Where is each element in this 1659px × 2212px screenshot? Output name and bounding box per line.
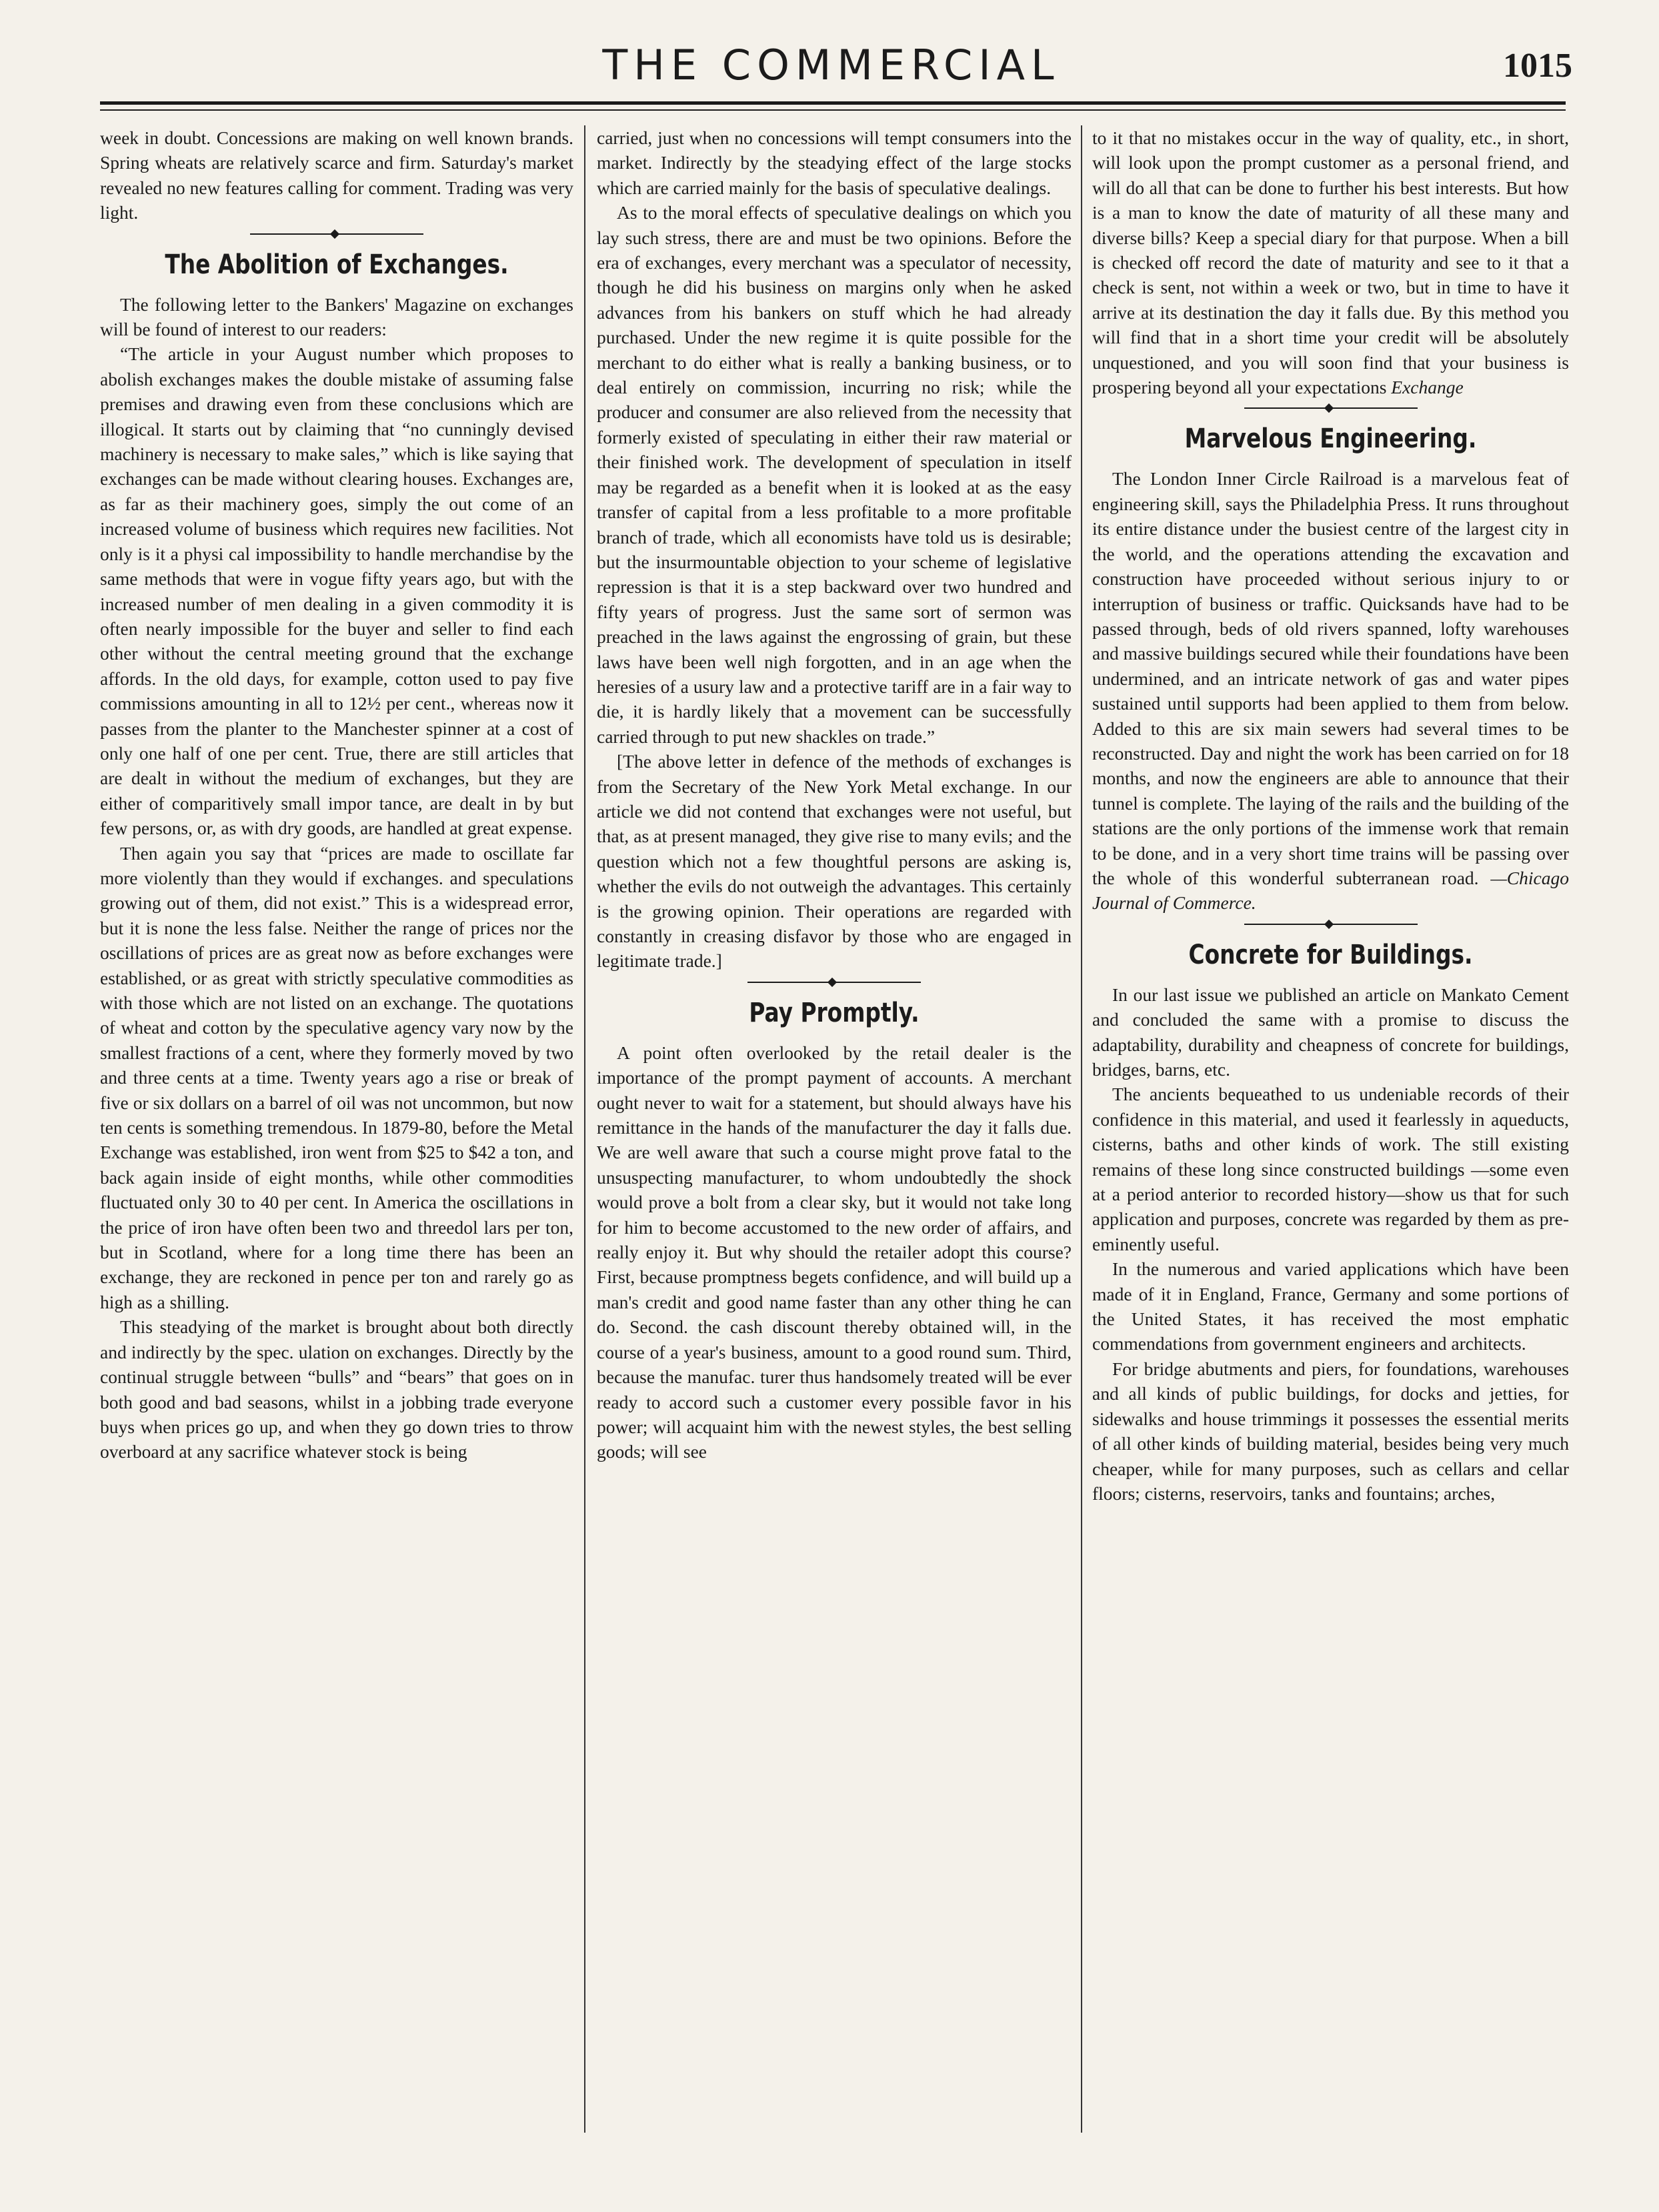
masthead xyxy=(90,32,1572,96)
article-paragraph: In our last issue we published an article on Mankato Cement and concluded the same with a promise to discuss the adaptability, durability and cheapness of concrete for buildings, bridges, barns, etc. xyxy=(1092,984,1569,1080)
editor-note: [The above letter in defence of the methods of exchanges is from the Secretary of the New York Metal exchange. In our article we did not contend that exchanges were not useful, but that, as at present managed, they give rise to many evils; and the question which not a few thoughtful persons are asking is, whether the evils do not outweigh the advantages. This certainly is the growing opinion. Their operations are regarded with constantly in creasing disfavor by those who are engaged in legitimate trade.] xyxy=(597,751,1072,972)
article-paragraph: “The article in your August number which proposes to abolish exchanges makes the double mistake of assuming false premises and drawing even from these conclusions which are illogical. It starts out by claiming that “no cunningly devised machinery is necessary to make sales,” which is like saying that exchanges can be made without clearing houses. Exchanges are, as far as their machinery goes, simply the out come of an increased volume of business which requires new facilities. Not only is it a physi cal impossibility to handle merchandise by the same methods that were in vogue fifty years ago, but with the increased number of men dealing in a given commodity it is often nearly impossible for the buyer and seller to find each other without the central meeting ground that the exchange affords. In the old days, for example, cotton used to pay five commissions amounting in all to 12½ per cent., whereas now it passes from the planter to the Manchester spinner at a cost of only one half of one per cent. True, there are still articles that are dealt in without the medium of exchanges, but they are either of comparitively small impor tance, are dealt in by but few persons, or, as with dry goods, are handled at great expense. xyxy=(100,343,573,839)
article-headline: Concrete for Buildings. xyxy=(1188,939,1473,970)
article-separator xyxy=(250,229,423,239)
page-number: 1015 xyxy=(1503,47,1572,85)
column-divider xyxy=(584,125,585,2133)
article-paragraph: Then again you say that “prices are made to oscillate far more violently than they would if exchanges. and speculations growing out of them, did not exist.” This is a widespread error, but it is none the less false. Neither the range of prices nor the oscillations of prices are as great now as before exchanges were established, or as great with strictly speculative commodities as with those which are not listed on an exchange. The quotations of wheat and cotton by the speculative agency vary now by the smallest fractions of a cent, where they formerly moved by two and three cents at a time. Twenty years ago a rise or break of five or six dollars on a barrel of oil was not uncommon, but now ten cents is something tremendous. In 1879-80, before the Metal Exchange was established, iron went from $25 to $42 a ton, and back again inside of eight months, while other commodities fluctuated only 30 to 40 per cent. In America the oscillations in the price of iron have often been two and threedol lars per ton, but in Scotland, where for a long time there has been an exchange, they are reckoned in pence per ton and rarely go as high as a shilling. xyxy=(100,842,573,1312)
header-rule-thick xyxy=(100,101,1566,105)
article-paragraph: In the numerous and varied applications which have been made of it in England, France, Germany and some portions of the United States, it has received the most emphatic commendations from government engineers and architects. xyxy=(1092,1258,1569,1354)
article-paragraph: For bridge abutments and piers, for foundations, warehouses and all kinds of public buildings, for docks and jetties, for sidewalks and house trimmings it possesses the essential merits of all other kinds of building material, besides being very much cheaper, while for many purposes, such as cellars and cellar floors; cisterns, reservoirs, tanks and fountains; arches, xyxy=(1092,1358,1569,1504)
article-paragraph xyxy=(1092,466,1569,915)
publication-title: THE COMMERCIAL xyxy=(602,41,1060,89)
article-paragraph xyxy=(1092,125,1569,399)
article-source: Exchange xyxy=(1391,377,1464,398)
article-text: week in doubt. Concessions are making on well known brands. Spring wheats are relatively scarce and firm. Saturday's market revealed no new features calling for comment. Trading was very light. xyxy=(100,127,573,223)
article-paragraph: carried, just when no concessions will tempt consumers into the market. Indirectly by the steadying effect of the large stocks which are carried mainly for the basis of speculative dealings. xyxy=(597,127,1072,198)
article-headline: The Abolition of Exchanges. xyxy=(165,249,509,280)
article-source: —Chicago Journal of Commerce. xyxy=(1092,867,1569,914)
article-paragraph: This steadying of the market is brought about both directly and indirectly by the spec. ulation on exchanges. Directly by the continual struggle between “bulls” and “bears” that goes on in both good and bad seasons, whilst in a jobbing trade everyone buys when prices go up, and when they go down tries to throw overboard at any sacrifice whatever stock is being xyxy=(100,1316,573,1462)
article-text: to it that no mistakes occur in the way of quality, etc., in short, will look upon the prompt customer as a personal friend, and will do all that can be done to further his best interests. But how is a man to know the date of maturity of all these many and diverse bills? Keep a special diary for that purpose. When a bill is checked off record the date of maturity and see to it that a check is sent, not within a week or two, but in time to have it arrive at its destination the day it falls due. By this method you will find that in a short time your credit will be absolutely unquestioned, and you will soon find that your business is prospering beyond all your expectations xyxy=(1092,127,1569,398)
article-headline: Marvelous Engineering. xyxy=(1184,423,1477,455)
article-paragraph: The ancients bequeathed to us undeniable records of their confidence in this material, and used it fearlessly in aqueducts, cisterns, baths and other kinds of work. The still existing remains of these long since constructed buildings —some even at a period anterior to recorded history—show us that for such application and purposes, concrete was regarded by them as pre-eminently useful. xyxy=(1092,1084,1569,1254)
article-separator xyxy=(1244,920,1418,929)
column-3 xyxy=(1092,125,1569,2166)
column-1 xyxy=(100,125,573,2166)
article-text: The London Inner Circle Railroad is a marvelous feat of engineering skill, says the Philadelphia Press. It runs throughout its entire distance under the busiest centre of the largest city in the world, and the operations attending the excavation and construction have proceeded without serious injury to or interruption of business or traffic. Quicksands have had to be passed through, beds of old rivers spanned, lofty warehouses and massive buildings secured while their foundations have been undermined, and an intricate network of gas and water pipes sustained until supports had been applied to them from below. Added to this are six main sewers had several times to be reconstructed. Day and night the work has been carried on for 18 months, and now the engineers are able to announce that their tunnel is complete. The laying of the rails and the building of the stations are the only portions of the immense work that remain to be done, and in a very short time trains will be passing over the whole of this wonderful subterranean road. xyxy=(1092,468,1569,888)
article-paragraph: A point often overlooked by the retail dealer is the importance of the prompt payment of accounts. A merchant ought never to wait for a statement, but should always have his remittance in the hands of the manufacturer the day it falls due. We are well aware that such a course might prove fatal to the unsuspecting manufacturer, to whom undoubtedly the shock would prove a bolt from a clear sky, but it would not take long for him to become accustomed to the new order of affairs, and really enjoy it. But why should the retailer adopt this course? First, because promptness begets confidence, and will build up a man's credit and good name faster than any other thing he can do. Second. the cash discount thereby obtained will, in the course of a year's business, amount to a good round sum. Third, because the manufac. turer thus handsomely treated will be ever ready to accord such a customer every possible favor in his power; will acquaint him with the newest styles, the best selling goods; will see xyxy=(597,1042,1072,1462)
article-paragraph: As to the moral effects of speculative dealings on which you lay such stress, there are and must be two opinions. Before the era of exchanges, every merchant was a speculator of necessity, though he did his business on margins only when he asked advances from his bankers on stuff which he had already purchased. Under the new regime it is quite possible for the merchant to do either what is really a banking business, or to deal entirely on commission, incurring no risk; while the producer and consumer are also relieved from the necessity that formerly existed of speculating in either their raw material or their finished work. The development of speculation in itself may be regarded as a benefit when it is looked at as the easy transfer of capital from a less profitable to a more profitable branch of trade, which all economists have told us is desirable; but the insurmountable objection to your scheme of legislative repression is that it is a step backward over two hundred and fifty years of progress. Just the same sort of sermon was preached in the laws against the engrossing of grain, but these laws have been well nigh forgotten, and in an age when the heresies of a usury law and a protective tariff are in a fair way to die, it is hardly likely that a movement can be successfully carried through to put new shackles on trade.” xyxy=(597,202,1072,747)
column-2 xyxy=(597,125,1072,2166)
article-separator xyxy=(747,978,921,987)
article-separator xyxy=(1244,403,1418,413)
article-headline: Pay Promptly. xyxy=(749,997,920,1028)
article-intro: The following letter to the Bankers' Magazine on exchanges will be found of interest to our readers: xyxy=(100,293,573,340)
header-rule-thin xyxy=(100,109,1566,111)
column-divider xyxy=(1081,125,1082,2133)
